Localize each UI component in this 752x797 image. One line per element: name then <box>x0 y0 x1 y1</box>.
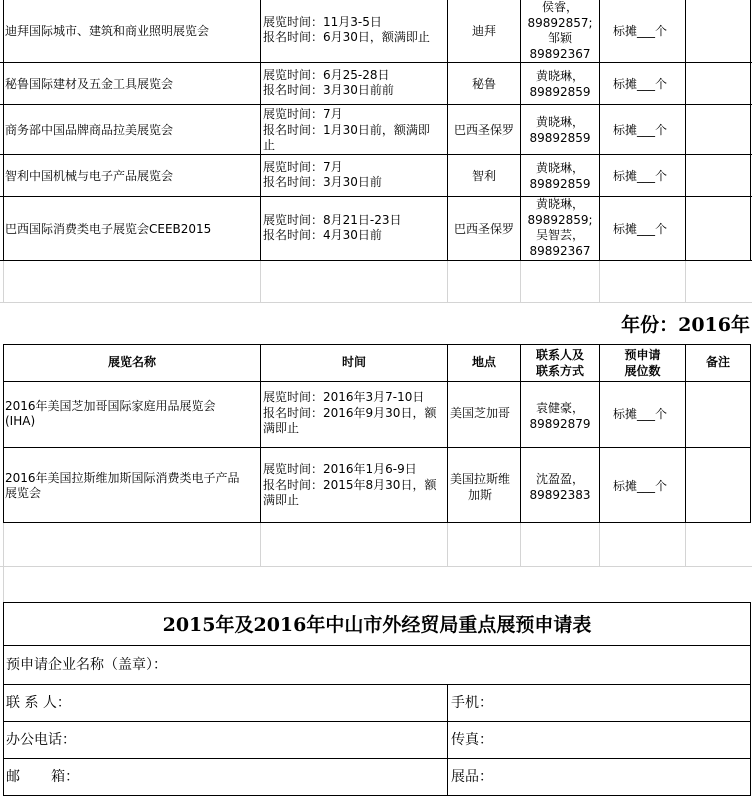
col-header-name: 展览名称 <box>107 355 156 369</box>
expo-place: 美国芝加哥 <box>450 406 511 420</box>
expo-time: 展览时间：7月 报名时间：1月30日前，额满即 止 <box>263 107 430 152</box>
col-header-contact: 联系人及 联系方式 <box>535 348 584 378</box>
booth-count: 标摊___个 <box>613 222 668 236</box>
expo-place: 秘鲁 <box>471 77 496 91</box>
expo-place: 巴西圣保罗 <box>453 222 514 236</box>
expo-time: 展览时间：2016年3月7-10日 报名时间：2016年9月30日，额 满即止 <box>263 390 437 435</box>
expo-place: 迪拜 <box>471 24 496 38</box>
expo-time: 展览时间：11月3-5日 报名时间：6月30日，额满即止 <box>263 15 430 44</box>
booth-count: 标摊___个 <box>613 479 668 493</box>
booth-count: 标摊___个 <box>613 77 668 91</box>
contact-person-label: 联 系 人： <box>6 695 71 711</box>
company-name-label: 预申请企业名称（盖章）： <box>6 657 167 673</box>
expo-contact: 侯睿， 89892857; 邹颖 89892367 <box>527 0 593 61</box>
exhibits-label: 展品： <box>451 769 493 785</box>
col-header-note: 备注 <box>705 355 730 369</box>
booth-count: 标摊___个 <box>613 24 668 38</box>
expo-name: 迪拜国际城市、建筑和商业照明展览会 <box>5 24 210 38</box>
expo-place: 智利 <box>471 169 496 183</box>
expo-name: 商务部中国品牌商品拉美展览会 <box>5 123 174 137</box>
form-title: 2015年及2016年中山市外经贸局重点展预申请表 <box>162 614 592 636</box>
expo-time: 展览时间：7月 报名时间：3月30日前 <box>263 160 382 189</box>
expo-time: 展览时间：2016年1月6-9日 报名时间：2015年8月30日，额 满即止 <box>263 462 437 507</box>
expo-contact: 袁健豪， 89892879 <box>529 401 591 431</box>
expo-contact: 沈盈盈， 89892383 <box>529 472 591 502</box>
expo-contact: 黄晓琳， 89892859; 吴智芸， 89892367 <box>527 197 593 258</box>
email-label: 邮 箱： <box>6 769 80 785</box>
year-heading: 年份：2016年 <box>621 314 750 336</box>
mobile-label: 手机： <box>451 695 493 711</box>
expo-contact: 黄晓琳， 89892859 <box>529 115 591 145</box>
expo-time: 展览时间：8月21日-23日 报名时间：4月30日前 <box>263 213 402 242</box>
expo-name: 2016年美国芝加哥国际家庭用品展览会 (IHA) <box>5 399 216 428</box>
expo-name: 2016年美国拉斯维加斯国际消费类电子产品 展览会 <box>5 471 240 500</box>
booth-count: 标摊___个 <box>613 407 668 421</box>
fax-label: 传真： <box>451 732 493 748</box>
col-header-place: 地点 <box>471 355 496 369</box>
booth-count: 标摊___个 <box>613 123 668 137</box>
expo-name: 巴西国际消费类电子展览会CEEB2015 <box>5 222 212 236</box>
booth-count: 标摊___个 <box>613 169 668 183</box>
expo-name: 智利中国机械与电子产品展览会 <box>5 169 174 183</box>
expo-name: 秘鲁国际建材及五金工具展览会 <box>5 77 174 91</box>
expo-place: 美国拉斯维 加斯 <box>450 472 511 502</box>
expo-time: 展览时间：6月25-28日 报名时间：3月30日前前 <box>263 68 394 97</box>
col-header-booth: 预申请 展位数 <box>624 348 661 378</box>
office-phone-label: 办公电话： <box>6 732 76 748</box>
expo-contact: 黄晓琳， 89892859 <box>529 161 591 191</box>
expo-place: 巴西圣保罗 <box>453 123 514 137</box>
expo-contact: 黄晓琳， 89892859 <box>529 69 591 99</box>
col-header-time: 时间 <box>341 355 366 369</box>
